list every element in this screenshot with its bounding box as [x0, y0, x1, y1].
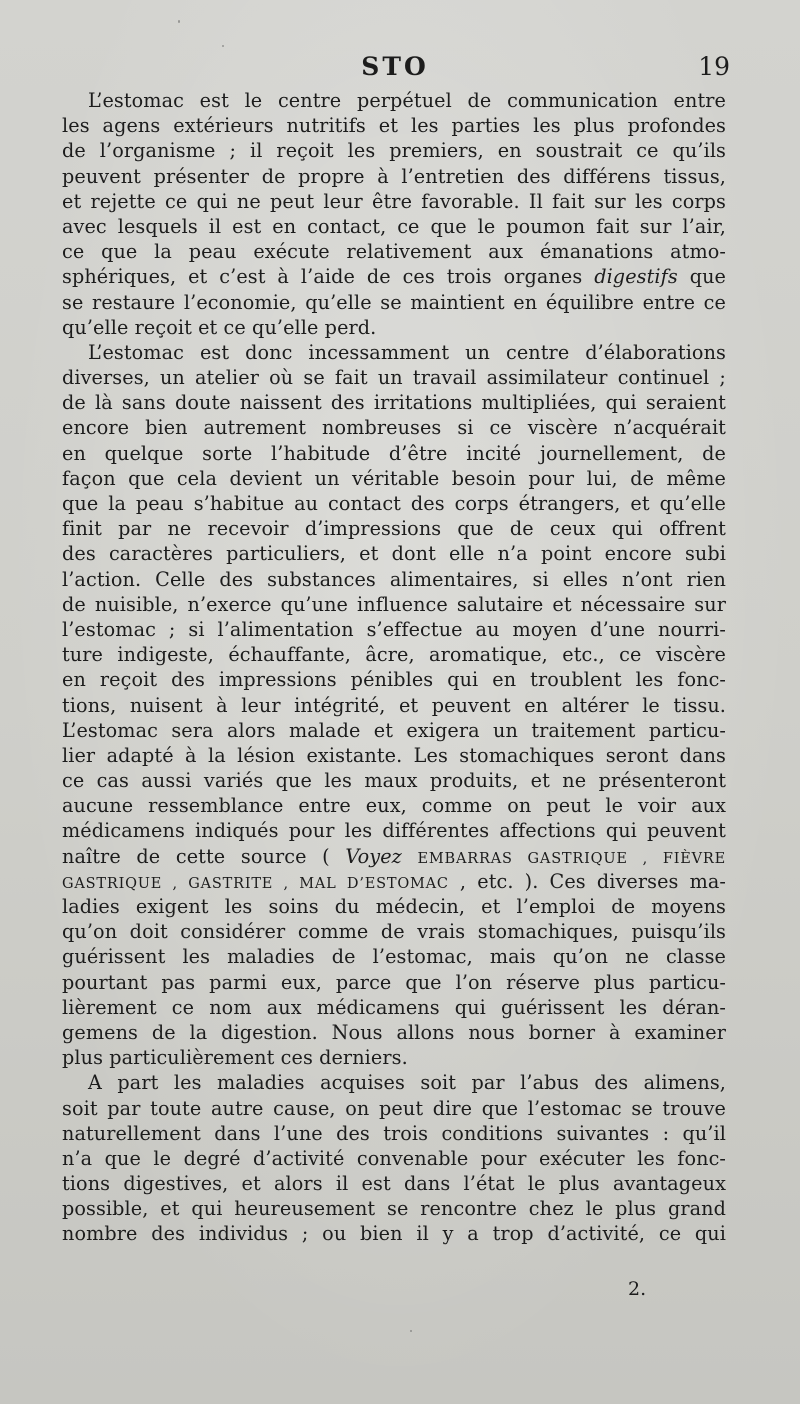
text-line [62, 995, 726, 1020]
text-line [62, 768, 726, 793]
page-header [60, 52, 730, 86]
text-line [62, 567, 726, 592]
text-line [62, 138, 726, 163]
line-text: naître de cette source ( [62, 844, 346, 868]
paper-speck [178, 20, 180, 23]
line-text: de là sans doute naissent des irritations multipliées, qui seraient [62, 391, 726, 415]
line-text: l’estomac ; si l’alimentation s’effectue au moyen d’une nourri- [62, 617, 726, 641]
text-line [62, 441, 726, 466]
text-line [62, 491, 726, 516]
line-text: nombre des individus ; ou bien il y a trop d’activité, ce qui [62, 1222, 726, 1246]
text-line [62, 1196, 726, 1221]
text-line [62, 1096, 726, 1121]
text-line [62, 844, 726, 869]
line-text: pourtant pas parmi eux, parce que l’on réserve plus particu- [62, 970, 726, 994]
text-line [62, 718, 726, 743]
text-line [62, 239, 726, 264]
text-line [62, 340, 726, 365]
line-text: soit par toute autre cause, on peut dire que l’estomac se trouve [62, 1096, 726, 1120]
line-text: tions, nuisent à leur intégrité, et peuvent en altérer le tissu. [62, 693, 726, 717]
line-text: que [677, 265, 726, 289]
text-line [62, 189, 726, 214]
line-text: ladies exigent les soins du médecin, et l’emploi de moyens [62, 895, 726, 918]
line-text: médicamens indiqués pour les différentes affections qui peuvent [62, 819, 726, 843]
text-line [62, 390, 726, 415]
text-line [62, 693, 726, 718]
line-text: ce que la peau exécute relativement aux émanations atmo- [62, 240, 726, 264]
line-text: L’estomac sera alors malade et exigera un traitement particu- [62, 718, 726, 742]
text-line [62, 290, 726, 315]
line-text [402, 845, 418, 868]
text-line [62, 415, 726, 440]
italic-term: Voyez [345, 844, 402, 868]
text-line [62, 818, 726, 843]
line-text: se restaure l’economie, qu’elle se maintient en équilibre entre ce [62, 290, 726, 314]
line-text: lier adapté à la lésion existante. Les stomachiques seront dans [62, 743, 726, 767]
line-text: que la peau s’habitue au contact des corps étrangers, et qu’elle [62, 492, 726, 515]
text-line [62, 164, 726, 189]
text-line [62, 970, 726, 995]
line-text: les agens extérieurs nutritifs et les parties les plus profondes [62, 114, 726, 138]
text-line [62, 88, 726, 113]
small-caps-reference: GASTRIQUE , GASTRITE , MAL D’ESTOMAC [62, 875, 449, 892]
text-line [62, 617, 726, 642]
line-text: L’estomac est donc incessamment un centre d’élaborations [88, 340, 726, 364]
text-line [62, 1070, 726, 1095]
line-text: ture indigeste, échauffante, âcre, aromatique, etc., ce viscère [62, 643, 726, 667]
line-text: qu’on doit considérer comme de vrais stomachiques, puisqu’ils [62, 920, 726, 944]
text-line [62, 113, 726, 138]
line-text: diverses, un atelier où se fait un travail assimilateur continuel ; [62, 366, 726, 390]
paper-speck [410, 1330, 412, 1332]
text-line [62, 541, 726, 566]
line-text: guérissent les maladies de l’estomac, mais qu’on ne classe [62, 945, 726, 969]
line-text: des caractères particuliers, et dont elle n’a point encore subi [62, 542, 726, 566]
text-line [62, 315, 726, 340]
line-text: plus particulièrement ces derniers. [62, 1046, 408, 1070]
text-line [62, 1121, 726, 1146]
line-text: avec lesquels il est en contact, ce que le poumon fait sur l’air, [62, 214, 726, 238]
text-line [62, 365, 726, 390]
line-text: A part les maladies acquises soit par l’abus des alimens, [88, 1071, 726, 1095]
line-text: , etc. ). Ces diverses ma- [448, 869, 726, 893]
line-text: tions digestives, et alors il est dans l’état le plus avantageux [62, 1172, 726, 1196]
text-line [62, 869, 726, 894]
line-text: aucune ressemblance entre eux, comme on peut le voir aux [62, 794, 726, 818]
text-line [62, 1221, 726, 1246]
signature-mark: 2. [628, 1278, 647, 1300]
text-line [62, 466, 726, 491]
text-line [62, 1020, 726, 1045]
line-text: qu’elle reçoit et ce qu’elle perd. [62, 315, 377, 339]
line-text: et rejette ce qui ne peut leur être favorable. Il fait sur les corps [62, 189, 726, 213]
text-line [62, 592, 726, 617]
italic-term: digestifs [594, 265, 678, 289]
line-text: naturellement dans l’une des trois conditions suivantes : qu’il [62, 1121, 726, 1145]
line-text: en reçoit des impressions pénibles qui en troublent les fonc- [62, 668, 726, 692]
line-text: l’action. Celle des substances alimentaires, si elles n’ont rien [62, 567, 726, 591]
text-line [62, 1146, 726, 1171]
line-text: sphériques, et c’est à l’aide de ces trois organes [62, 265, 595, 289]
line-text: finit par ne recevoir d’impressions que de ceux qui offrent [62, 517, 726, 541]
page-number: 19 [698, 52, 730, 81]
line-text: encore bien autrement nombreuses si ce viscère n’acquérait [62, 416, 726, 440]
body-text [62, 88, 726, 1247]
text-line [62, 1045, 726, 1070]
line-text: de nuisible, n’exerce qu’une influence salutaire et nécessaire sur [62, 592, 726, 616]
text-line [62, 894, 726, 919]
running-head: STO [361, 52, 429, 81]
text-line [62, 1171, 726, 1196]
line-text: lièrement ce nom aux médicamens qui guérissent les déran- [62, 995, 726, 1019]
line-text: gemens de la digestion. Nous allons nous borner à examiner [62, 1020, 726, 1044]
line-text: peuvent présenter de propre à l’entretien des différens tissus, [62, 164, 726, 188]
line-text: de l’organisme ; il reçoit les premiers, en soustrait ce qu’ils [62, 139, 726, 163]
paper-speck [222, 45, 224, 47]
text-line [62, 793, 726, 818]
line-text: L’estomac est le centre perpétuel de communication entre [88, 89, 726, 112]
line-text: ce cas aussi variés que les maux produits, et ne présenteront [62, 769, 726, 793]
text-line [62, 264, 726, 289]
text-line [62, 516, 726, 541]
text-line [62, 944, 726, 969]
text-line [62, 214, 726, 239]
line-text: en quelque sorte l’habitude d’être incité journellement, de [62, 441, 726, 465]
line-text: possible, et qui heureusement se rencontre chez le plus grand [62, 1197, 726, 1221]
text-line [62, 919, 726, 944]
text-line [62, 667, 726, 692]
line-text: façon que cela devient un véritable besoin pour lui, de même [62, 466, 726, 490]
text-line [62, 743, 726, 768]
text-line [62, 642, 726, 667]
line-text: n’a que le degré d’activité convenable pour exécuter les fonc- [62, 1146, 726, 1170]
small-caps-reference: EMBARRAS GASTRIQUE , FIÈVRE [417, 850, 726, 867]
